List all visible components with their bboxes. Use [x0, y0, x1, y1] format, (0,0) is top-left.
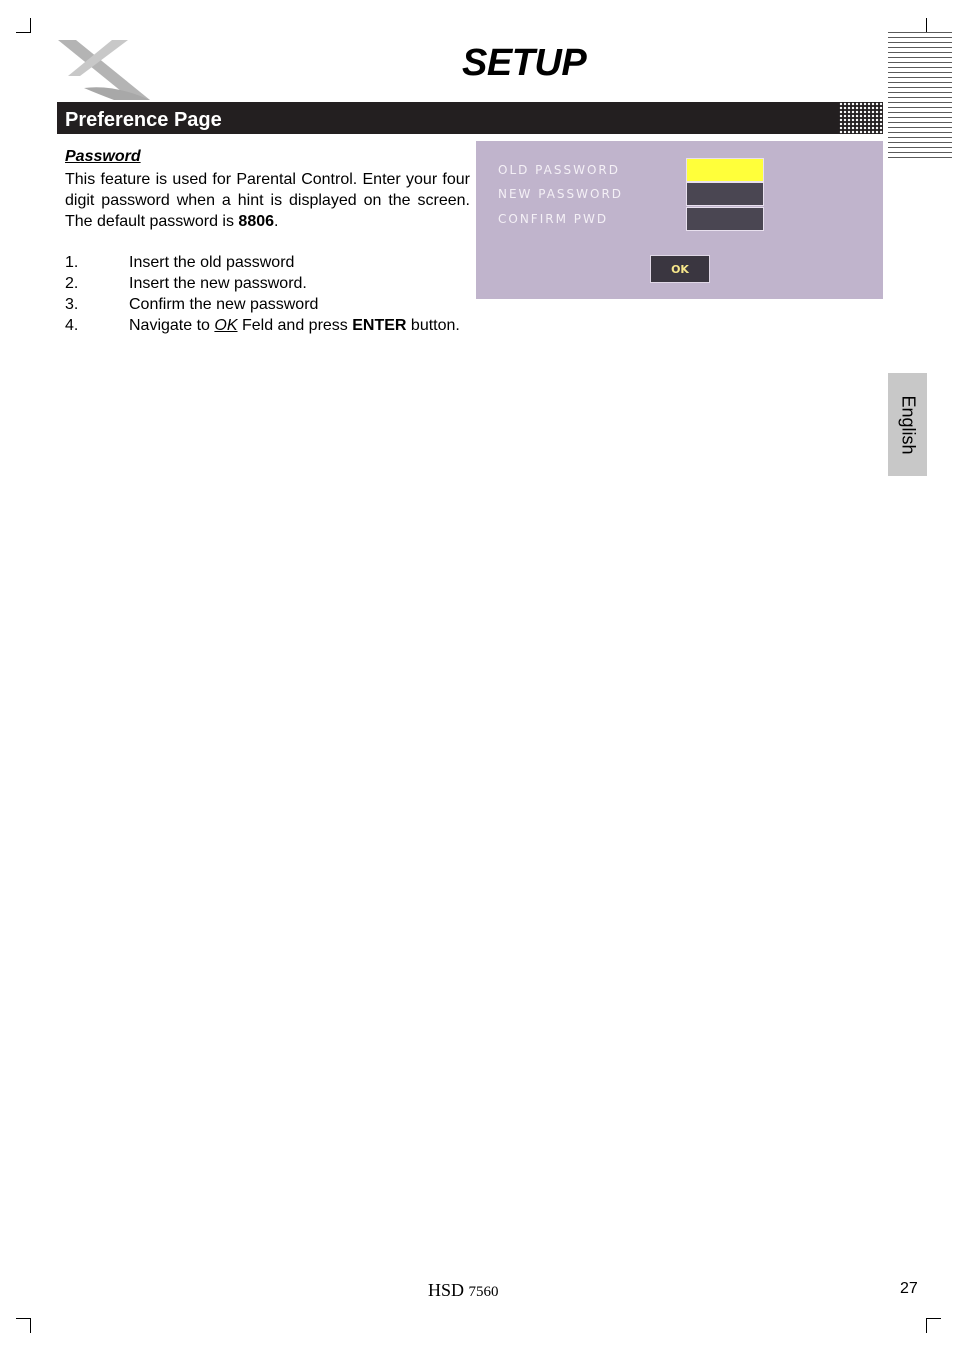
- footer-brand: [428, 1280, 499, 1301]
- password-heading: Password: [65, 148, 141, 165]
- step-number: 2.: [65, 275, 79, 292]
- crop-mark-bottom-left: [16, 1318, 31, 1333]
- description-end: .: [274, 213, 279, 230]
- password-description: [65, 169, 470, 232]
- old-password-field: [686, 158, 764, 182]
- step-number: 4.: [65, 317, 79, 334]
- list-item: [65, 315, 460, 336]
- description-text: This feature is used for Parental Control. Enter your four digit password when a hint is displayed on the screen. The default password is: [65, 171, 470, 230]
- step-number: 1.: [65, 254, 79, 271]
- enter-key-reference: ENTER: [352, 317, 407, 334]
- decorative-dots: [839, 102, 883, 134]
- step-number: 3.: [65, 296, 79, 313]
- ok-field-reference: OK: [214, 317, 238, 334]
- section-header-bar: [57, 102, 883, 134]
- ok-button: OK: [650, 255, 710, 283]
- brand-x-logo: [54, 36, 154, 104]
- list-item: [65, 252, 460, 273]
- default-password: 8806: [238, 213, 275, 230]
- brand-name: HSD: [428, 1280, 465, 1300]
- steps-list: [65, 252, 460, 336]
- language-label: English: [898, 394, 918, 455]
- new-password-label: NEW PASSWORD: [498, 187, 624, 201]
- step-text: [129, 315, 460, 336]
- page-title: SETUP: [462, 42, 587, 84]
- page-number: 27: [900, 1280, 918, 1297]
- model-number: 7560: [468, 1284, 499, 1300]
- list-item: [65, 294, 460, 315]
- password-osd-screenshot: [476, 141, 883, 299]
- crop-mark-bottom-right: [926, 1318, 941, 1333]
- section-title: Preference Page: [65, 109, 222, 131]
- step-text: Insert the new password.: [129, 275, 307, 292]
- step-text-prefix: Navigate to: [129, 317, 215, 334]
- new-password-field: [686, 182, 764, 206]
- list-item: [65, 273, 460, 294]
- step-text: Insert the old password: [129, 254, 295, 271]
- step-text-middle: Feld and press: [237, 317, 353, 334]
- old-password-label: OLD PASSWORD: [498, 163, 620, 177]
- crop-mark-top-right: [926, 18, 941, 33]
- step-text-suffix: button.: [406, 317, 460, 334]
- step-text: Confirm the new password: [129, 296, 319, 313]
- crop-mark-top-left: [16, 18, 31, 33]
- language-tab: [888, 373, 927, 476]
- confirm-pwd-field: [686, 207, 764, 231]
- confirm-pwd-label: CONFIRM PWD: [498, 212, 609, 226]
- decorative-stripes: [888, 32, 952, 158]
